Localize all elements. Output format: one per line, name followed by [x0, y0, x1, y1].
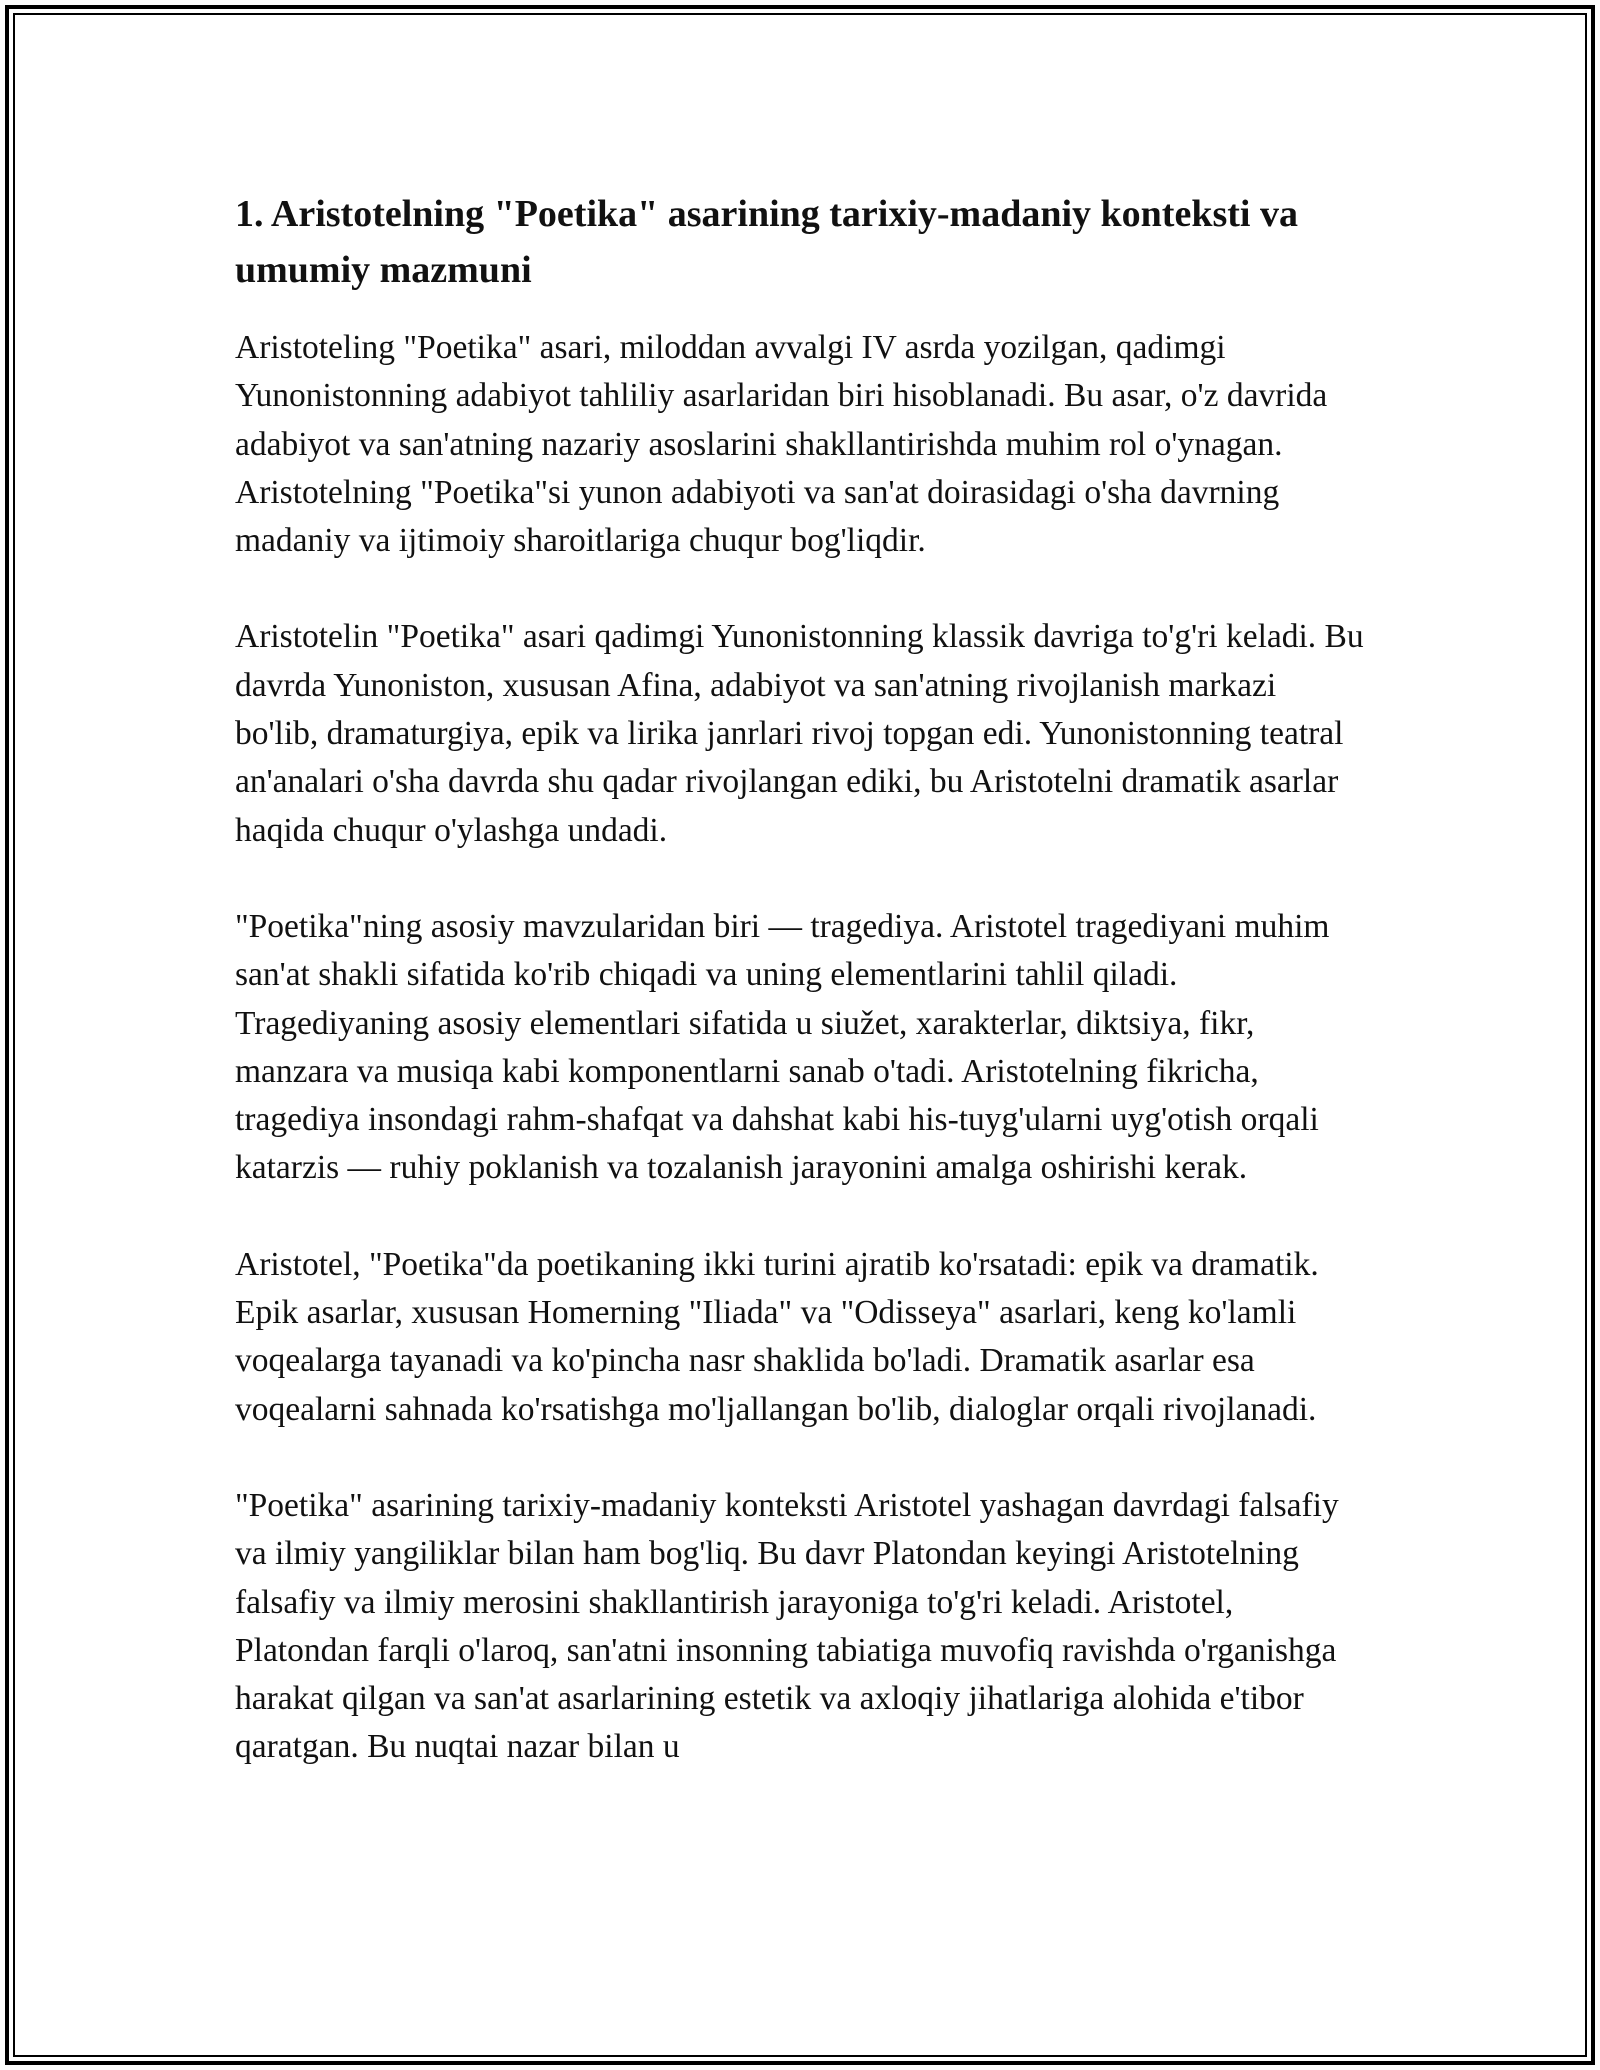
paragraph-2: Aristotelin "Poetika" asari qadimgi Yunonistonning klassik davriga to'g'ri keladi. Bu davrda Yunoniston, xususan Afina, adabiyot va san'atning rivojlanish markazi bo'lib, dramaturgiya, epik va lirika janrlari rivoj topgan edi. Yunonistonning teatral an'analari o'sha davrda shu qadar rivojlangan ediki, bu Aristotelni dramatik asarlar haqida chuqur o'ylashga undadi.: [235, 618, 1364, 849]
paragraph-4: Aristotel, "Poetika"da poetikaning ikki turini ajratib ko'rsatadi: epik va dramatik. Epik asarlar, xususan Homerning "Iliada" va "Odisseya" asarlari, keng ko'lamli voqealarga tayanadi va ko'pincha nasr shaklida bo'ladi. Dramatik asarlar esa voqealarni sahnada ko'rsatishga mo'ljallangan bo'lib, dialoglar orqali rivojlanadi.: [235, 1245, 1319, 1428]
section-heading: 1. Aristotelning "Poetika" asarining tarixiy-madaniy konteksti va umumiy mazmuni: [235, 193, 1298, 291]
document-body: [235, 186, 1365, 1772]
paragraph-1: Aristoteling "Poetika" asari, miloddan avvalgi IV asrda yozilgan, qadimgi Yunonistonning adabiyot tahliliy asarlaridan biri hisoblanadi. Bu asar, o'z davrida adabiyot va san'atning nazariy asoslarini shakllantirishda muhim rol o'ynagan. Aristotelning "Poetika"si yunon adabiyoti va san'at doirasidagi o'sha davrning madaniy va ijtimoiy sharoitlariga chuqur bog'liqdir.: [235, 329, 1328, 560]
paragraph-5: "Poetika" asarining tarixiy-madaniy konteksti Aristotel yashagan davrdagi falsafiy va ilmiy yangiliklar bilan ham bog'liq. Bu davr Platondan keyingi Aristotelning falsafiy va ilmiy merosini shakllantirish jarayoniga to'g'ri keladi. Aristotel, Platondan farqli o'laroq, san'atni insonning tabiatiga muvofiq ravishda o'rganishga harakat qilgan va san'at asarlarining estetik va axloqiy jihatlariga alohida e'tibor qaratgan. Bu nuqtai nazar bilan u: [235, 1486, 1339, 1766]
paragraph-3: "Poetika"ning asosiy mavzularidan biri — tragediya. Aristotel tragediyani muhim san'at shakli sifatida ko'rib chiqadi va uning elementlarini tahlil qiladi. Tragediyaning asosiy elementlari sifatida u siužet, xarakterlar, diktsiya, fikr, manzara va musiqa kabi komponentlarni sanab o'tadi. Aristotelning fikricha, tragediya insondagi rahm-shafqat va dahshat kabi his-tuyg'ularni uyg'otish orqali katarzis — ruhiy poklanish va tozalanish jarayonini amalga oshirishi kerak.: [235, 907, 1330, 1187]
